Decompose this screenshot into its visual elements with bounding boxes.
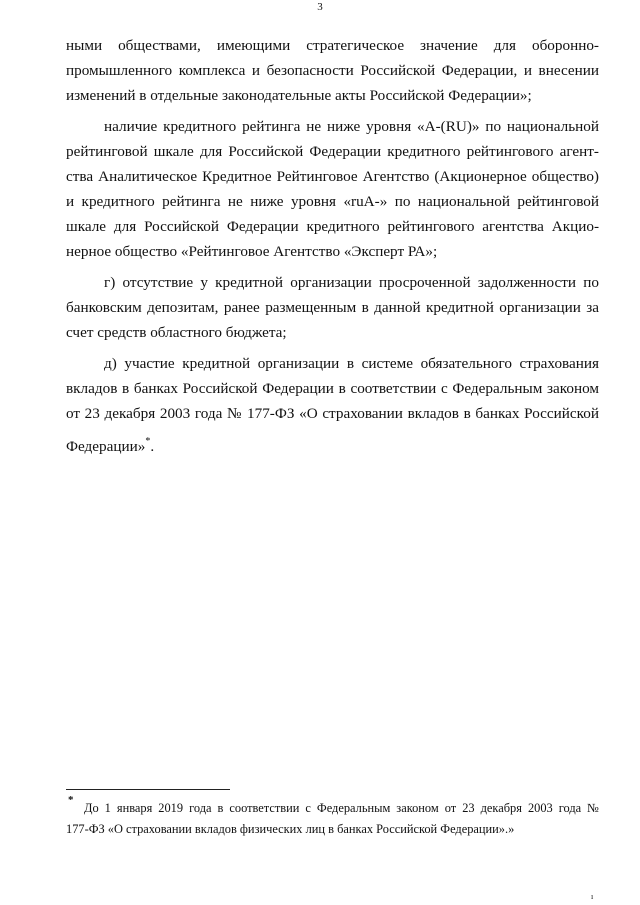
corner-mark: ı bbox=[591, 892, 594, 901]
text-line: и кредитного рейтинга не ниже уровня «ruA-» по национальной рейтинговой bbox=[66, 193, 599, 210]
footnote-mark: * bbox=[68, 794, 74, 806]
sentence-end: . bbox=[150, 438, 155, 455]
text-line: г) отсутствие у кредитной организации просроченной задолженности по bbox=[104, 274, 599, 291]
text-line: от 23 декабря 2003 года № 177-ФЗ «О страховании вкладов в банках Российской bbox=[66, 405, 599, 422]
text-line: нерное общество «Рейтинговое Агентство «Эксперт РА»; bbox=[66, 243, 438, 260]
text-line: д) участие кредитной организации в системе обязательного страхования bbox=[104, 355, 599, 372]
text-line: счет средств областного бюджета; bbox=[66, 324, 287, 341]
text-line: вкладов в банках Российской Федерации в соответствии с Федеральным законом bbox=[66, 380, 599, 397]
text-line: наличие кредитного рейтинга не ниже уровня «A-(RU)» по национальной bbox=[104, 118, 599, 135]
footnote-line: 177-ФЗ «О страховании вкладов физических лиц в банках Российской Федерации».» bbox=[66, 822, 515, 836]
text-line: ными обществами, имеющими стратегическое значение для оборонно- bbox=[66, 37, 599, 54]
text-line: рейтинговой шкале для Российской Федерации кредитного рейтингового агент- bbox=[66, 143, 599, 160]
text-line: ства Аналитическое Кредитное Рейтинговое Агентство (Акционерное общество) bbox=[66, 168, 599, 185]
footnote-separator bbox=[66, 789, 230, 790]
footnote-reference[interactable]: * bbox=[145, 436, 151, 447]
text-line: банковским депозитам, ранее размещенным в данной кредитной организации за bbox=[66, 299, 599, 316]
footnote-line: До 1 января 2019 года в соответствии с Федеральным законом от 23 декабря 2003 года № bbox=[84, 801, 599, 815]
text-fragment: Федерации» bbox=[66, 438, 146, 455]
text-line: изменений в отдельные законодательные акты Российской Федерации»; bbox=[66, 87, 532, 104]
page-number: 3 bbox=[317, 1, 323, 13]
text-line: шкале для Российской Федерации кредитного рейтингового агентства Акцио- bbox=[66, 218, 599, 235]
text-line: промышленного комплекса и безопасности Российской Федерации, и внесении bbox=[66, 62, 599, 79]
text-line-with-footnote bbox=[66, 438, 599, 456]
